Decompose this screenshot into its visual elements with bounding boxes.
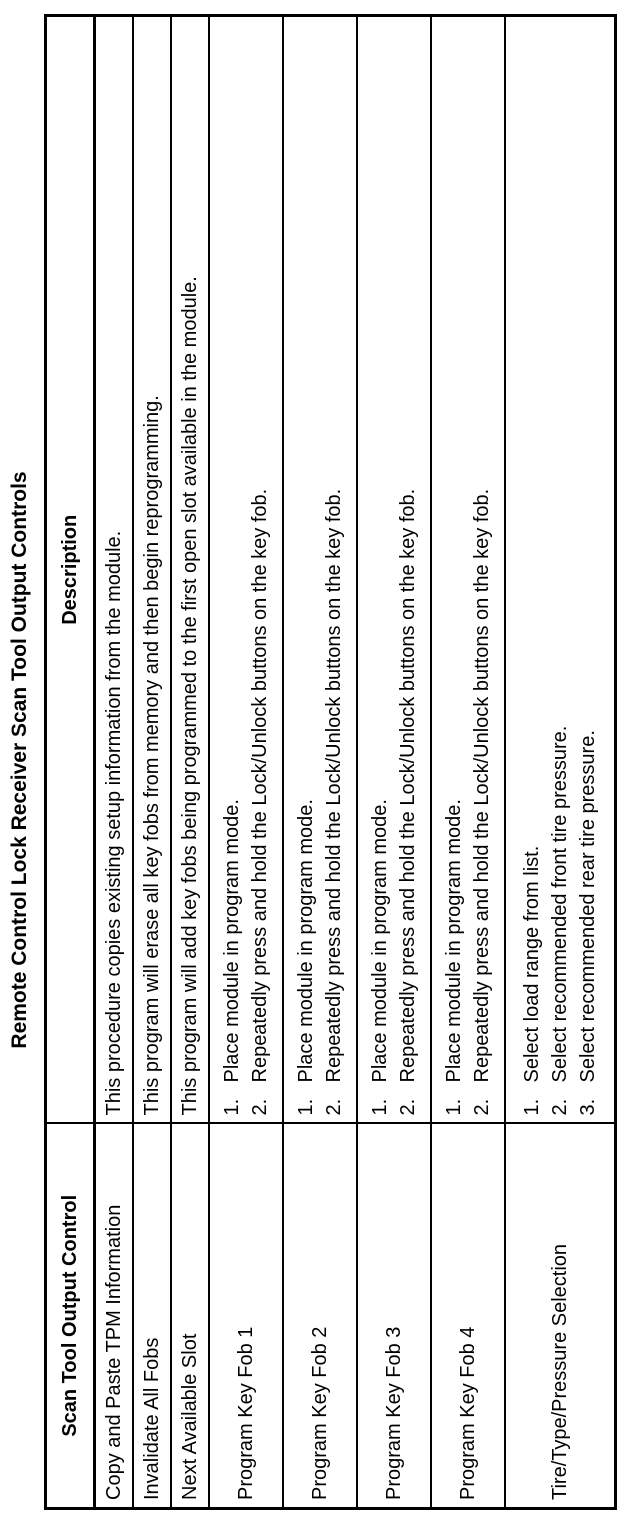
table-row	[95, 16, 134, 1509]
control-cell: Program Key Fob 2	[283, 1124, 357, 1509]
table-header-row	[46, 16, 95, 1509]
description-cell: This program will erase all key fobs from memory and then begin reprogramming.	[133, 16, 171, 1124]
step-item	[468, 24, 496, 1116]
step-item	[574, 24, 602, 1116]
step-text: Place module in program mode.	[295, 799, 317, 1083]
step-list	[518, 24, 602, 1116]
control-cell: Program Key Fob 4	[431, 1124, 505, 1509]
description-cell	[283, 16, 357, 1124]
table-row	[209, 16, 283, 1509]
step-list	[440, 24, 496, 1116]
step-number: 3.	[577, 1098, 599, 1116]
step-number: 2.	[471, 1098, 493, 1116]
step-list	[366, 24, 422, 1116]
step-text: Select load range from list.	[521, 845, 543, 1083]
step-number: 1.	[443, 1098, 465, 1116]
header-description: Description	[46, 16, 95, 1124]
table-row	[357, 16, 431, 1509]
step-text: Repeatedly press and hold the Lock/Unlock buttons on the key fob.	[323, 488, 345, 1083]
description-cell	[209, 16, 283, 1124]
step-number: 1.	[221, 1098, 243, 1116]
output-controls-table	[44, 14, 617, 1510]
step-number: 2.	[323, 1098, 345, 1116]
description-cell	[357, 16, 431, 1124]
step-number: 1.	[521, 1098, 543, 1116]
step-text: Select recommended rear tire pressure.	[577, 730, 599, 1083]
step-number: 1.	[295, 1098, 317, 1116]
table-row	[505, 16, 616, 1509]
step-text: Repeatedly press and hold the Lock/Unlock buttons on the key fob.	[471, 488, 493, 1083]
table-row	[171, 16, 209, 1509]
step-list	[292, 24, 348, 1116]
control-cell: Tire/Type/Pressure Selection	[505, 1124, 616, 1509]
control-cell: Next Available Slot	[171, 1124, 209, 1509]
step-item	[546, 24, 574, 1116]
header-control: Scan Tool Output Control	[46, 1124, 95, 1509]
control-cell: Program Key Fob 1	[209, 1124, 283, 1509]
step-text: Place module in program mode.	[369, 799, 391, 1083]
step-item	[320, 24, 348, 1116]
step-item	[292, 24, 320, 1116]
step-item	[394, 24, 422, 1116]
table-row	[283, 16, 357, 1509]
step-number: 2.	[397, 1098, 419, 1116]
step-item	[366, 24, 394, 1116]
control-cell: Invalidate All Fobs	[133, 1124, 171, 1509]
step-item	[518, 24, 546, 1116]
step-number: 1.	[369, 1098, 391, 1116]
control-cell: Copy and Paste TPM Information	[95, 1124, 134, 1509]
control-cell: Program Key Fob 3	[357, 1124, 431, 1509]
step-number: 2.	[249, 1098, 271, 1116]
description-cell: This program will add key fobs being programmed to the first open slot available in the module.	[171, 16, 209, 1124]
description-cell	[431, 16, 505, 1124]
step-number: 2.	[549, 1098, 571, 1116]
step-item	[246, 24, 274, 1116]
step-item	[440, 24, 468, 1116]
page-title: Remote Control Lock Receiver Scan Tool Output Controls	[8, 471, 31, 1049]
step-list	[218, 24, 274, 1116]
description-cell	[505, 16, 616, 1124]
step-text: Select recommended front tire pressure.	[549, 725, 571, 1083]
step-text: Repeatedly press and hold the Lock/Unlock buttons on the key fob.	[397, 488, 419, 1083]
step-item	[218, 24, 246, 1116]
description-cell: This procedure copies existing setup information from the module.	[95, 16, 134, 1124]
step-text: Place module in program mode.	[443, 799, 465, 1083]
step-text: Place module in program mode.	[221, 799, 243, 1083]
table-row	[431, 16, 505, 1509]
step-text: Repeatedly press and hold the Lock/Unlock buttons on the key fob.	[249, 488, 271, 1083]
table-row	[133, 16, 171, 1509]
